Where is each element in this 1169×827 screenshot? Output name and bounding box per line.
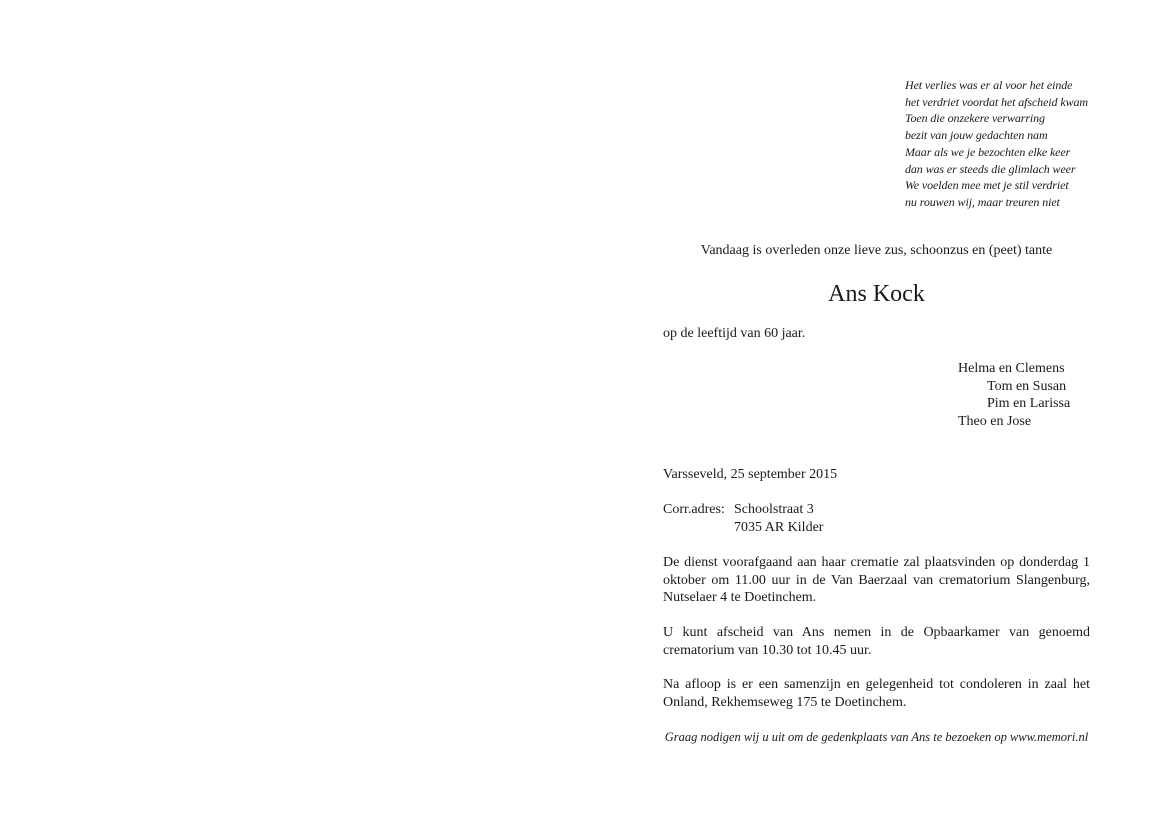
address-street: Schoolstraat 3 (734, 502, 814, 517)
poem-line: Maar als we je bezochten elke keer (905, 144, 1071, 159)
memorial-invite: Graag nodigen wij u uit om de gedenkplaats van Ans te bezoeken op www.memori.nl (664, 730, 1089, 744)
poem-line: dan was er steeds die glimlach weer (905, 161, 1076, 176)
address-label: Corr.adres: (663, 502, 725, 517)
poem-line: bezit van jouw gedachten nam (905, 128, 1048, 143)
correspondence-address (663, 501, 1090, 536)
family-member: Pim en Larissa (987, 396, 1071, 412)
deceased-name: Ans Kock (828, 281, 925, 307)
poem (905, 77, 1088, 211)
condolence-paragraph: Na afloop is er een samenzijn en gelegenheid tot condoleren in zaal het Onland, Rekhemseweg 175 te Doetinchem. (663, 677, 1090, 710)
left-page-blank (0, 0, 584, 827)
poem-line: Het verlies was er al voor het einde (905, 78, 1073, 92)
announcement-intro: Vandaag is overleden onze lieve zus, schoonzus en (peet) tante (700, 243, 1053, 258)
address-postal: 7035 AR Kilder (734, 519, 824, 535)
service-paragraph: De dienst voorafgaand aan haar crematie zal plaatsvinden op donderdag 1 oktober om 11.00 uur in de Van Baerzaal van crematorium Slangenburg, Nutselaer 4 te Doetinchem. (663, 555, 1090, 605)
family-member: Theo en Jose (958, 414, 1032, 430)
poem-line: nu rouwen wij, maar treuren niet (905, 194, 1060, 209)
family-member: Helma en Clemens (958, 361, 1065, 376)
family-list (958, 360, 1070, 431)
poem-line: Toen die onzekere verwarring (905, 111, 1045, 126)
right-page (584, 0, 1169, 827)
family-member: Tom en Susan (987, 378, 1067, 394)
poem-line: We voelden mee met je stil verdriet (905, 178, 1069, 193)
deceased-age: op de leeftijd van 60 jaar. (663, 326, 806, 341)
place-date: Varsseveld, 25 september 2015 (663, 467, 838, 482)
poem-line: het verdriet voordat het afscheid kwam (905, 94, 1088, 109)
farewell-paragraph: U kunt afscheid van Ans nemen in de Opbaarkamer van genoemd crematorium van 10.30 tot 10.45 uur. (663, 625, 1090, 658)
